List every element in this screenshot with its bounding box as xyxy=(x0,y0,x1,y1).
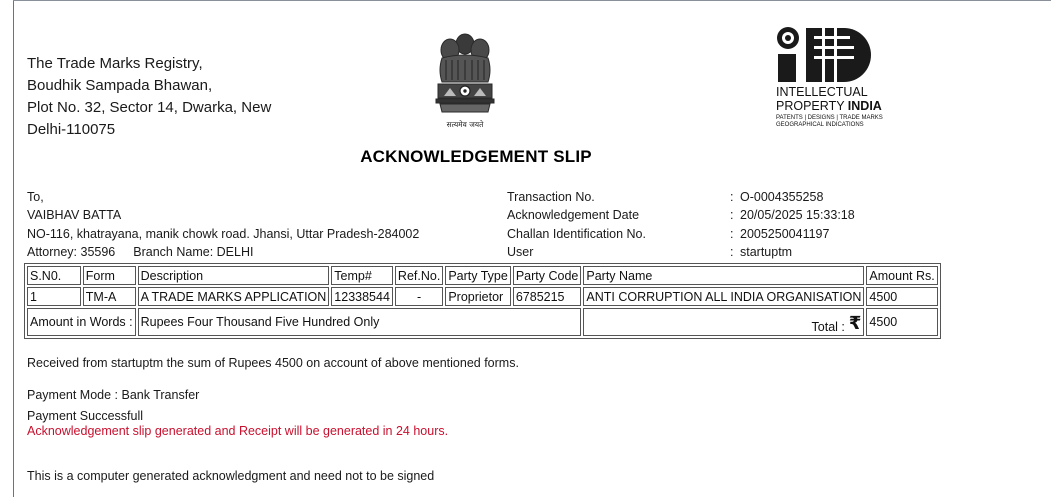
page-frame-left xyxy=(13,0,14,497)
field-label: Challan Identification No. xyxy=(507,226,646,241)
ip-logo-line4: GEOGRAPHICAL INDICATIONS xyxy=(776,122,864,128)
column-header: Party Name xyxy=(583,266,864,285)
field-label: Transaction No. xyxy=(507,190,595,204)
table-cell: ANTI CORRUPTION ALL INDIA ORGANISATION xyxy=(583,287,864,306)
recipient-name: VAIBHAV BATTA xyxy=(27,208,122,223)
ip-logo-line2 xyxy=(776,99,882,113)
address-line: Boudhik Sampada Bhawan, xyxy=(27,77,213,94)
column-header: Form xyxy=(83,266,136,285)
ack-date-value: 20/05/2025 15:33:18 xyxy=(740,208,855,223)
computer-generated-note: This is a computer generated acknowledgment and need not to be signed xyxy=(27,469,435,483)
received-message: Received from startuptm the sum of Rupees 4500 on account of above mentioned forms. xyxy=(27,356,519,370)
column-header: Amount Rs. xyxy=(866,266,937,285)
table-cell: 1 xyxy=(27,287,81,306)
table-cell: 12338544 xyxy=(331,287,393,306)
field-separator: : xyxy=(730,190,734,204)
column-header: S.N0. xyxy=(27,266,81,285)
page-title: ACKNOWLEDGEMENT SLIP xyxy=(360,147,592,166)
attorney-code: Attorney: 35596 xyxy=(27,244,116,259)
total-label-cell xyxy=(583,308,864,336)
to-label: To, xyxy=(27,190,44,204)
rupee-icon: ₹ xyxy=(848,313,862,333)
total-value: 4500 xyxy=(866,308,937,336)
ip-india-logo-icon xyxy=(774,24,934,134)
recipient-address: NO-116, khatrayana, manik chowk road. Jhansi, Uttar Pradesh-284002 xyxy=(27,226,420,241)
table-cell: 6785215 xyxy=(513,287,582,306)
column-header: Temp# xyxy=(331,266,393,285)
payment-mode: Payment Mode : Bank Transfer xyxy=(27,388,200,402)
ip-logo-line1: INTELLECTUAL xyxy=(776,85,868,99)
receipt-notice: Acknowledgement slip generated and Receipt will be generated in 24 hours. xyxy=(27,424,449,438)
ip-logo-line3: PATENTS | DESIGNS | TRADE MARKS xyxy=(776,115,883,121)
field-separator: : xyxy=(730,244,734,259)
column-header: Party Code xyxy=(513,266,582,285)
total-label: Total : xyxy=(811,320,845,334)
table-cell: Proprietor xyxy=(445,287,511,306)
address-line: Plot No. 32, Sector 14, Dwarka, New xyxy=(27,99,272,116)
branch-name: Branch Name: DELHI xyxy=(133,244,254,259)
table-cell: TM-A xyxy=(83,287,136,306)
column-header: Ref.No. xyxy=(395,266,443,285)
transaction-no-value: O-0004355258 xyxy=(740,190,824,204)
emblem-motto: सत्यमेव जयते xyxy=(446,120,484,129)
field-separator: : xyxy=(730,208,734,223)
user-value: startuptm xyxy=(740,244,793,259)
field-label: Acknowledgement Date xyxy=(507,208,640,223)
table-cell: 4500 xyxy=(866,287,937,306)
national-emblem-icon xyxy=(430,30,500,134)
attorney-branch-line xyxy=(27,243,419,261)
address-line: Delhi-110075 xyxy=(27,121,116,138)
column-header: Party Type xyxy=(445,266,511,285)
amount-words-label: Amount in Words : xyxy=(27,308,136,336)
table-cell: - xyxy=(395,287,443,306)
registry-address xyxy=(27,53,271,141)
forms-table xyxy=(24,263,941,339)
ip-logo-line2a: PROPERTY xyxy=(776,99,848,113)
ip-logo-line2b: INDIA xyxy=(847,99,882,113)
total-row xyxy=(27,308,938,336)
payment-status: Payment Successfull xyxy=(27,409,144,423)
table-row xyxy=(27,287,938,306)
table-header-row xyxy=(27,266,938,285)
recipient-block xyxy=(27,188,419,261)
field-separator: : xyxy=(730,226,734,241)
amount-words-value: Rupees Four Thousand Five Hundred Only xyxy=(138,308,582,336)
column-header: Description xyxy=(138,266,330,285)
address-line: The Trade Marks Registry, xyxy=(27,55,203,72)
challan-value: 2005250041197 xyxy=(740,226,830,241)
table-cell: A TRADE MARKS APPLICATION xyxy=(138,287,330,306)
field-label: User xyxy=(507,244,534,259)
page-frame-top xyxy=(13,0,1051,1)
